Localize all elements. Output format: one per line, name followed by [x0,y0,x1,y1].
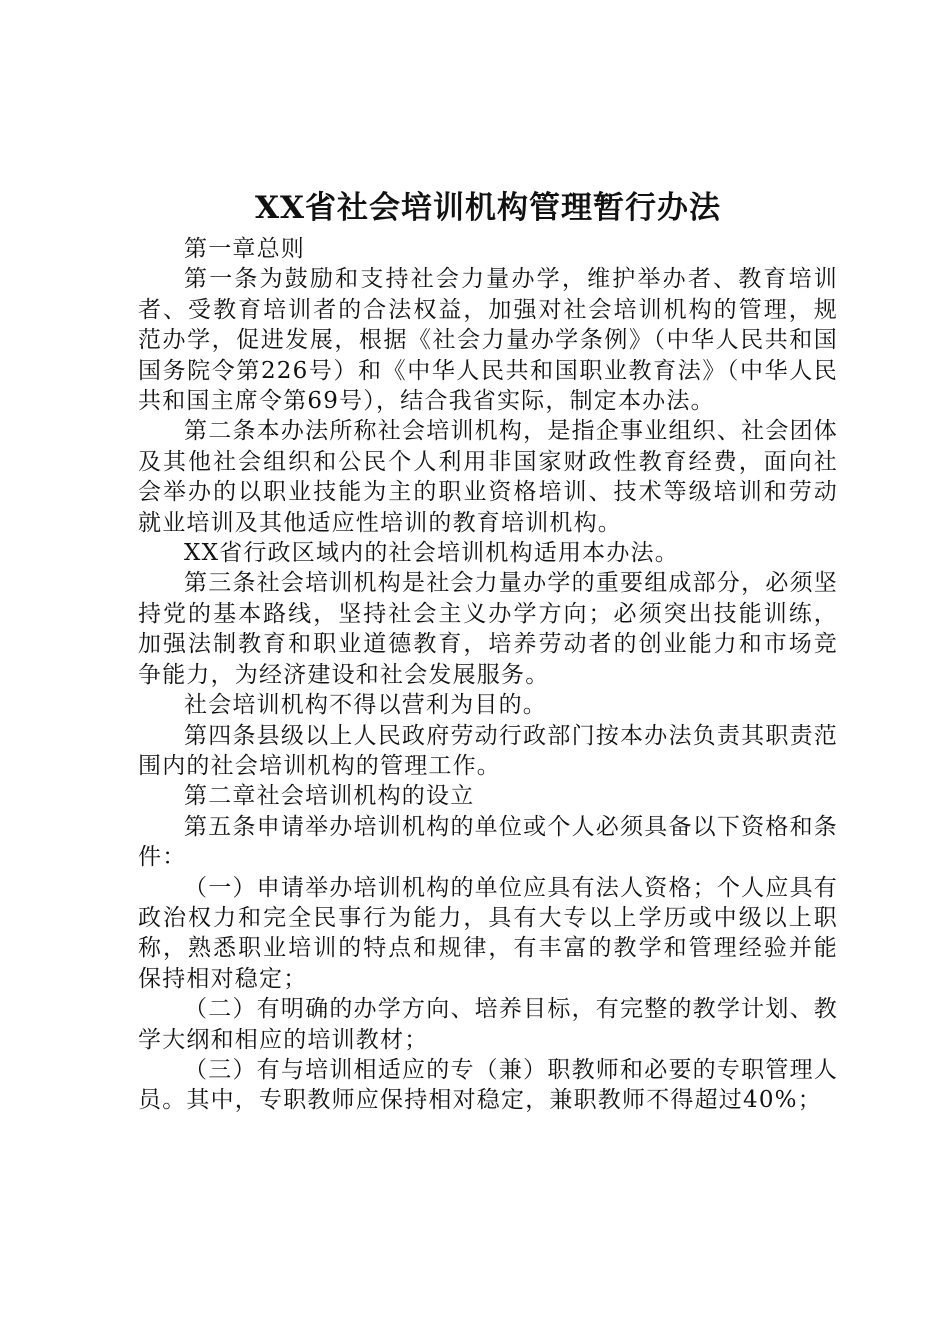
article-3-nonprofit: 社会培训机构不得以营利为目的。 [184,692,547,719]
article-1: 第一条为鼓励和支持社会力量办学，维护举办者、教育培训者、受教育培训者的合法权益，加强对社会培训机构的管理，规范办学，促进发展，根据《社会力量办学条例》（中华人民共和国国务院令第226号）和《中华人民共和国职业教育法》（中华人民共和国主席令第69号），结合我省实际，制定本办法。 [138,266,838,415]
chapter-heading-2: 第二章社会培训机构的设立 [184,783,475,810]
article-5: 第五条申请举办培训机构的单位或个人必须具备以下资格和条件： [138,813,838,871]
article-2-scope: XX省行政区域内的社会培训机构适用本办法。 [184,540,679,567]
chapter-heading-1: 第一章总则 [184,236,305,262]
article-5-item-3: （三）有与培训相适应的专（兼）职教师和必要的专职管理人员。其中，专职教师应保持相对稳定，兼职教师不得超过40%； [138,1056,838,1114]
document-title: XX省社会培训机构管理暂行办法 [254,190,722,226]
article-4: 第四条县级以上人民政府劳动行政部门按本办法负责其职责范围内的社会培训机构的管理工作。 [138,722,838,779]
document-page [138,188,838,1116]
article-2: 第二条本办法所称社会培训机构，是指企事业组织、社会团体及其他社会组织和公民个人利用非国家财政性教育经费，面向社会举办的以职业技能为主的职业资格培训、技术等级培训和劳动就业培训及其他适应性培训的教育培训机构。 [138,418,838,536]
article-3: 第三条社会培训机构是社会力量办学的重要组成部分，必须坚持党的基本路线，坚持社会主义办学方向；必须突出技能训练，加强法制教育和职业道德教育，培养劳动者的创业能力和市场竞争能力，为经济建设和社会发展服务。 [138,570,838,688]
article-5-item-1: （一）申请举办培训机构的单位应具有法人资格；个人应具有政治权力和完全民事行为能力，具有大专以上学历或中级以上职称，熟悉职业培训的特点和规律，有丰富的教学和管理经验并能保持相对稳定； [138,874,838,992]
article-5-item-2: （二）有明确的办学方向、培养目标，有完整的教学计划、教学大纲和相应的培训教材； [138,996,838,1053]
